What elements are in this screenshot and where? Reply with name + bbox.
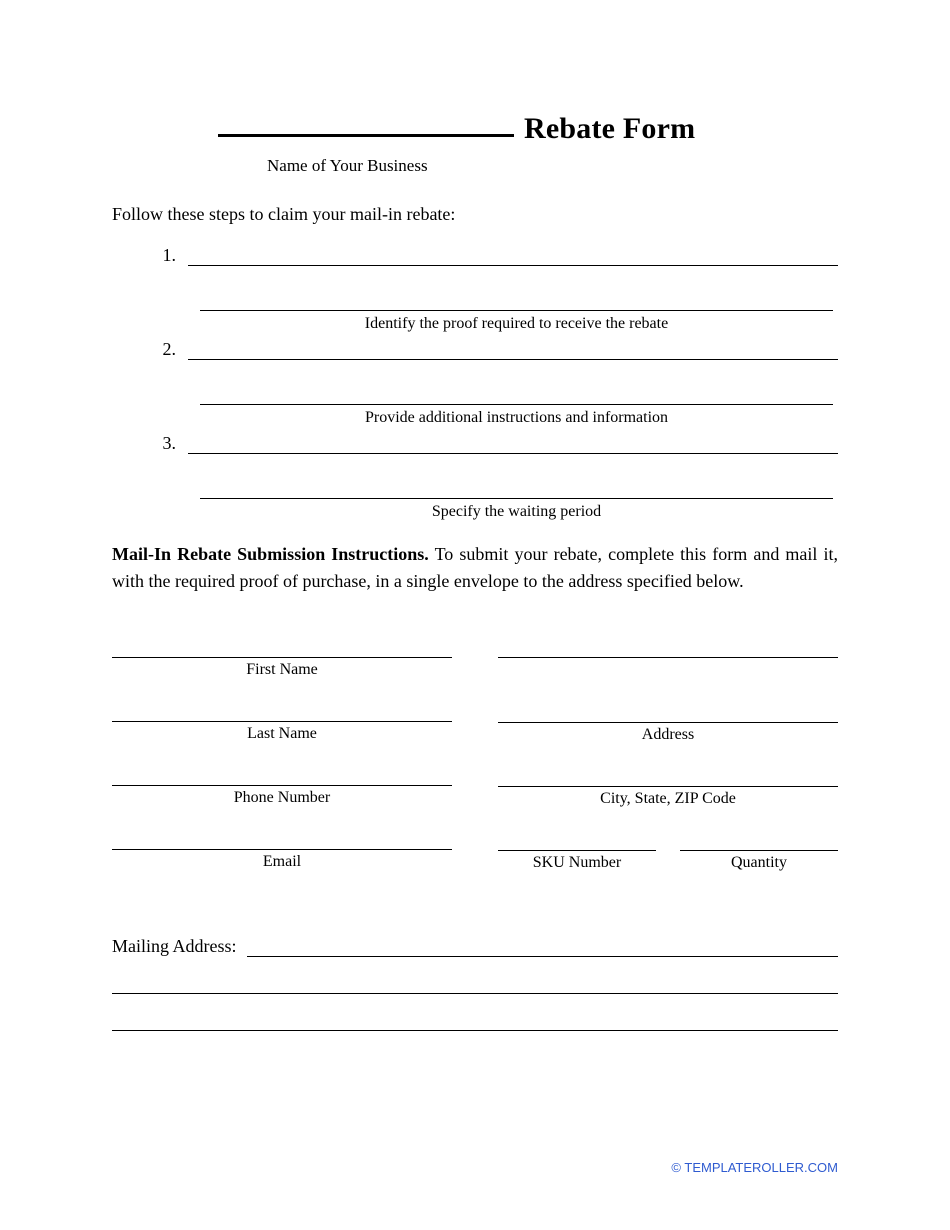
address-line-1-input[interactable] [498, 629, 838, 658]
mailing-address-label: Mailing Address: [112, 936, 237, 956]
submission-instructions [112, 541, 838, 595]
footer-copyright[interactable]: © TEMPLATEROLLER.COM [671, 1160, 838, 1175]
city-state-zip-input[interactable] [498, 758, 838, 787]
field-sku-number [498, 822, 656, 872]
address-input[interactable] [498, 694, 838, 723]
step-1-line-2-input[interactable] [200, 292, 833, 311]
fields-section [112, 629, 838, 886]
step-number: 2. [162, 339, 176, 359]
step-caption: Provide additional instructions and information [364, 409, 669, 426]
quantity-label: Quantity [731, 854, 787, 871]
field-quantity [680, 822, 838, 872]
first-name-label: First Name [246, 661, 318, 678]
phone-number-input[interactable] [112, 757, 452, 786]
fields-column-right [498, 629, 838, 886]
field-phone-number [112, 757, 452, 807]
document-title-row [218, 0, 838, 144]
mailing-address-input-line-2[interactable] [112, 957, 838, 994]
step-caption: Identify the proof required to receive the rebate [364, 315, 669, 332]
mailing-address-input-line-1[interactable] [247, 934, 839, 957]
field-address-line-1 [498, 629, 838, 680]
step-caption: Specify the waiting period [431, 503, 602, 520]
first-name-input[interactable] [112, 629, 452, 658]
step-item [112, 245, 838, 333]
step-item [112, 339, 838, 427]
field-last-name [112, 693, 452, 743]
mailing-address-row [112, 934, 838, 957]
last-name-label: Last Name [247, 725, 317, 742]
email-input[interactable] [112, 821, 452, 850]
step-item [112, 433, 838, 521]
step-2-line-2-input[interactable] [200, 386, 833, 405]
address-line-1-label [498, 658, 838, 680]
field-email [112, 821, 452, 871]
step-2-line-1-input[interactable] [188, 339, 838, 360]
address-label: Address [641, 726, 695, 743]
last-name-input[interactable] [112, 693, 452, 722]
business-name-blank-input[interactable] [218, 108, 514, 137]
field-first-name [112, 629, 452, 679]
steps-list [112, 245, 838, 521]
sku-number-label: SKU Number [532, 854, 622, 871]
intro-text: Follow these steps to claim your mail-in rebate: [112, 204, 456, 224]
page-title: Rebate Form [524, 112, 696, 145]
step-1-line-1-input[interactable] [188, 245, 838, 266]
business-name-caption: Name of Your Business [267, 156, 428, 175]
fields-column-left [112, 629, 452, 886]
step-first-line [112, 245, 838, 266]
submission-instructions-heading: Mail-In Rebate Submission Instructions. [112, 544, 429, 564]
field-sku-quantity-row [498, 822, 838, 872]
step-number: 1. [162, 245, 176, 265]
submission-instructions-body: To submit your rebate, complete this form and mail it, with the required proof of purchase, in a single envelope to the address specified below. [112, 544, 839, 591]
field-city-state-zip [498, 758, 838, 808]
step-first-line [112, 433, 838, 454]
quantity-input[interactable] [680, 822, 838, 851]
field-address [498, 694, 838, 744]
city-state-zip-label: City, State, ZIP Code [600, 790, 736, 807]
step-3-line-2-input[interactable] [200, 480, 833, 499]
mailing-address-input-line-3[interactable] [112, 994, 838, 1031]
step-number: 3. [162, 433, 176, 453]
sku-number-input[interactable] [498, 822, 656, 851]
email-label: Email [262, 853, 302, 870]
step-first-line [112, 339, 838, 360]
step-3-line-1-input[interactable] [188, 433, 838, 454]
phone-number-label: Phone Number [233, 789, 331, 806]
